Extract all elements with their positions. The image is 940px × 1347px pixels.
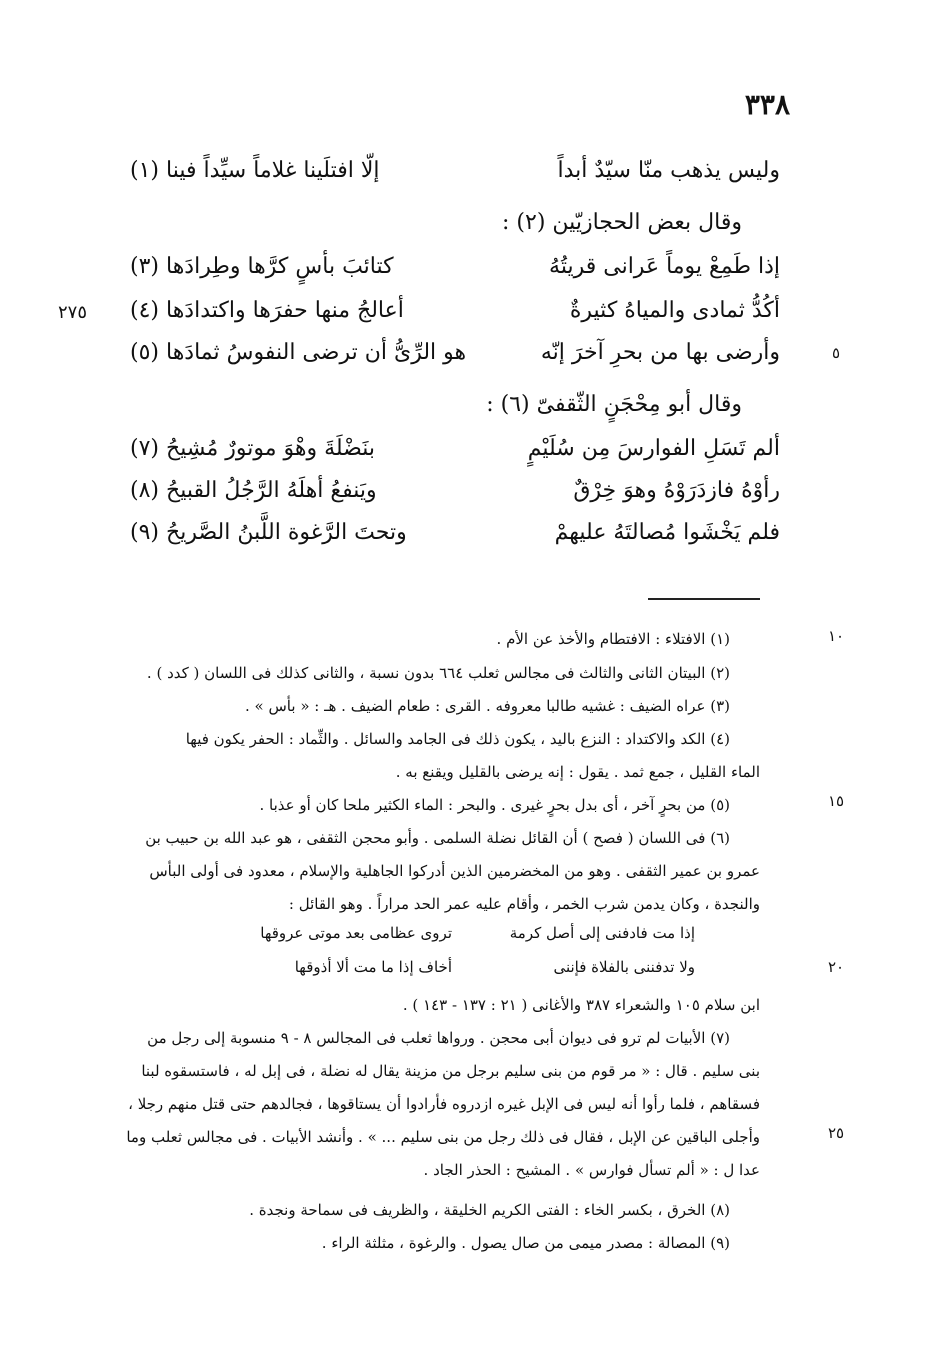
footnote-7-continued: عدا ل : « ألم تسأل فوارس » . المشيح : الحذر الجاد . [423, 1161, 760, 1179]
footnote-7-continued: وأجلى الباقين عن الإبل ، فقال فى ذلك رجل من بنى سليم ... » . وأنشد الأبيات . فى مجالس ثعلب وما [126, 1128, 760, 1146]
footnote-4: (٤) الكد والاكتداد : النزع باليد ، يكون ذلك فى الجامد والسائل . والثِّماد : الحفر يكون فيها [185, 730, 730, 748]
footnote-verse-second: أخاف إذا ما مت ألا أذوقها [294, 958, 452, 976]
verse-second-hemistich: أعالجُ منها حفرَها واكتدادَها (٤) [130, 298, 404, 323]
footnote-6-sources: ابن سلام ١٠٥ والشعراء ٣٨٧ والأغانى ( ٢١ : ١٣٧ - ١٤٣ ) . [402, 996, 760, 1014]
footnote-separator [648, 598, 760, 600]
verse-second-hemistich: كتائبَ بأسٍ كرَّها وطِرادَها (٣) [130, 254, 394, 279]
footnote-5: (٥) من بحرٍ آخر ، أى بدل بحرٍ غيرى . والبحر : الماء الكثير ملحا كان أو عذبا . [259, 796, 730, 814]
page-number: ٣٣٨ [744, 88, 790, 121]
line-number-15: ١٥ [828, 792, 845, 810]
verse-line [130, 254, 780, 294]
footnote-verse-second: تروى عظامى بعد موتى عروقها [260, 924, 452, 942]
verse-line [130, 436, 780, 476]
footnote-7-continued: فسقاهم ، فلما رأوا أنه ليس فى الإبل غيره ازدروه فأرادوا أن يستاقوها ، فجالدهم حتى قتل منهم رجلا ، [128, 1095, 760, 1113]
side-page-reference: ٢٧٥ [58, 302, 88, 323]
verse-second-hemistich: إلّا افتلَينا غلاماً سيِّداً فينا (١) [130, 158, 380, 183]
footnote-verse-first: ولا تدفننى بالفلاة فإننى [553, 958, 695, 976]
footnote-2: (٢) البيتان الثانى والثالث فى مجالس ثعلب ٦٦٤ بدون نسبة ، والثانى كذلك فى اللسان ( كدد ) . [146, 664, 730, 682]
footnote-7-continued: بنى سليم . قال : « مر قوم من بنى سليم برجل من مزينة يقال له نضلة ، فى إبل له ، فاستسقوه لبنا [141, 1062, 760, 1080]
verse-second-hemistich: ويَنفعُ أهلَهُ الرَّجُلُ القبيحُ (٨) [130, 478, 377, 503]
footnote-6: (٦) فى اللسان ( فصح ) أن القائل نضلة السلمى . وأبو محجن الثقفى ، هو عبد الله بن حبيب بن [145, 829, 730, 847]
verse-first-hemistich: إذا طَمِعْ يوماً عَرانى قريتُهُ [549, 254, 780, 279]
verse-second-hemistich: وتحتَ الرَّغوة اللَّبنُ الصَّريحُ (٩) [130, 520, 407, 545]
verse-first-hemistich: أكُدُّ ثمادى والمياهُ كثيرةٌ [569, 298, 780, 323]
footnote-7: (٧) الأبيات لم ترو فى ديوان أبى محجن . ورواها ثعلب فى المجالس ٨ - ٩ منسوبة إلى رجل من [147, 1029, 730, 1047]
verse-first-hemistich: وأرضى بها من بحرِ آخرَ إنّه [540, 340, 780, 365]
footnote-1: (١) الافتلاء : الافتطام والأخذ عن الأم . [496, 630, 730, 648]
verse-first-hemistich: ألم تَسَلِ الفوارسَ مِن سُلَيْمٍ [527, 436, 780, 461]
footnote-verse-first: إذا مت فادفنى إلى أصل كرمة [509, 924, 695, 942]
line-number-25: ٢٥ [828, 1124, 845, 1142]
footnote-6-continued: عمرو بن عمير الثقفى . وهو من المخضرمين الذين أدركوا الجاهلية والإسلام ، معدود فى أولى البأس [149, 862, 760, 880]
verse-line [130, 298, 780, 338]
footnote-4-continued: الماء القليل ، جمع ثمد . يقول : إنه يرضى بالقليل ويقنع به . [395, 763, 760, 781]
verse-first-hemistich: رأوْهُ فازدَرَوْهُ وهوَ خِرْقٌ [573, 478, 780, 503]
footnote-9: (٩) المصالة : مصدر ميمى من صال يصول . والرغوة ، مثلثة الراء . [321, 1234, 730, 1252]
verse-line [130, 478, 780, 518]
verse-line [130, 340, 780, 380]
verse-second-hemistich: بنَضْلَةَ وهْوَ موتورٌ مُشِيحُ (٧) [130, 436, 375, 461]
footnote-3: (٣) عراه الضيف : غشيه طالبا معروفه . القرى : طعام الضيف . هـ : « بأس » . [245, 697, 730, 715]
verse-line [130, 520, 780, 560]
verse-first-hemistich: فلم يَخْشَوا مُصالتَهُ عليهمْ [554, 520, 780, 545]
verse-line [130, 158, 780, 198]
poem-introduction: وقال أبو مِحْجَنٍ الثّقفىّ (٦) : [486, 392, 742, 417]
poem-introduction: وقال بعض الحجازيّين (٢) : [502, 210, 742, 235]
verse-second-hemistich: هو الرِّىُّ أن ترضى النفوسُ ثمادَها (٥) [130, 340, 467, 365]
footnote-8: (٨) الخرق ، بكسر الخاء : الفتى الكريم الخليقة ، والظريف فى سماحة ونجدة . [249, 1201, 730, 1219]
line-number-10: ١٠ [828, 627, 845, 645]
line-number-20: ٢٠ [828, 958, 845, 976]
verse-first-hemistich: وليس يذهب منّا سيّدٌ أبداً [557, 158, 780, 183]
footnote-6-continued: والنجدة ، وكان يدمن شرب الخمر ، وأقام عليه عمر الحد مراراً . وهو القائل : [288, 895, 760, 913]
line-number-5: ٥ [832, 344, 841, 362]
